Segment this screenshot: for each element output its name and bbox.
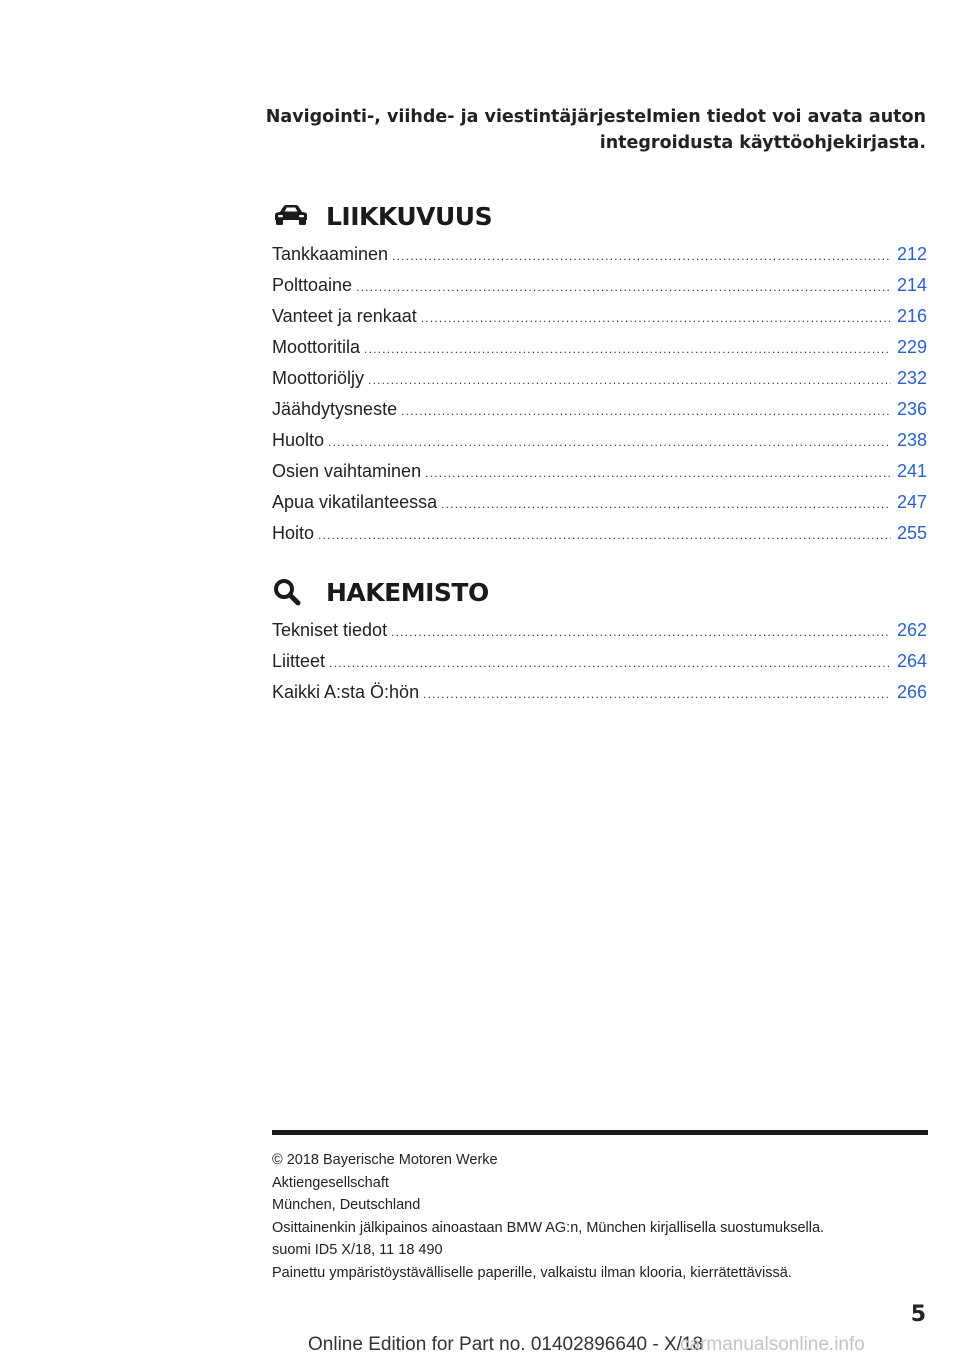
toc-entry-page-link[interactable]: 266 — [896, 682, 927, 702]
toc-entry-page-link[interactable]: 212 — [896, 244, 927, 264]
section-liikkuvuus — [272, 196, 927, 554]
dot-leader — [421, 311, 891, 325]
dot-leader — [364, 342, 891, 356]
dot-leader — [425, 466, 891, 480]
intro-line-1: Navigointi-, viihde- ja viestintäjärjestelmien tiedot voi avata auton — [265, 107, 926, 127]
toc-entry-label: Vanteet ja renkaat — [272, 306, 417, 326]
toc-entry-page-link[interactable]: 232 — [896, 368, 927, 388]
toc-entry-label: Liitteet — [272, 651, 326, 671]
edition-footer: Online Edition for Part no. 01402896640 - X/18 — [308, 1334, 704, 1355]
toc-entry-label: Osien vaihtaminen — [272, 461, 422, 481]
toc-entry-page-link[interactable]: 238 — [896, 430, 927, 450]
dot-leader — [392, 249, 891, 263]
dot-leader — [329, 656, 891, 670]
toc-entry[interactable] — [272, 523, 927, 554]
toc-entry-label: Moottoritila — [272, 337, 361, 357]
dot-leader — [328, 435, 891, 449]
toc-entry-label: Hoito — [272, 523, 315, 543]
toc-entry-page-link[interactable]: 229 — [896, 337, 927, 357]
section-title: LIIKKUVUUS — [326, 201, 493, 231]
dot-leader — [401, 404, 891, 418]
toc-entry-page-link[interactable]: 214 — [896, 275, 927, 295]
dot-leader — [356, 280, 891, 294]
dot-leader — [441, 497, 891, 511]
toc-entry-page-link[interactable]: 216 — [896, 306, 927, 326]
imprint — [272, 1149, 928, 1284]
toc-list — [272, 620, 927, 713]
toc-entry-page-link[interactable]: 247 — [896, 492, 927, 512]
toc-entry-label: Polttoaine — [272, 275, 353, 295]
toc-list — [272, 244, 927, 554]
imprint-line: München, Deutschland — [272, 1197, 421, 1213]
imprint-divider — [272, 1130, 928, 1135]
imprint-line: Osittainenkin jälkipainos ainoastaan BMW AG:n, München kirjallisella suostumuksella. — [272, 1219, 825, 1236]
page-number: 5 — [910, 1302, 926, 1327]
toc-entry[interactable] — [272, 682, 927, 713]
toc-entry-page-link[interactable]: 255 — [896, 523, 927, 543]
toc-entry[interactable] — [272, 651, 927, 682]
watermark: carmanualsonline.info — [680, 1334, 865, 1355]
toc-entry-label: Tekniset tiedot — [272, 620, 388, 640]
imprint-line: suomi ID5 X/18, 11 18 490 — [272, 1242, 443, 1258]
toc-entry-page-link[interactable]: 264 — [896, 651, 927, 671]
section-title: HAKEMISTO — [326, 577, 489, 607]
toc-entry[interactable] — [272, 430, 927, 461]
toc-entry[interactable] — [272, 399, 927, 430]
dot-leader — [368, 373, 891, 387]
toc-entry-label: Tankkaaminen — [272, 244, 389, 264]
imprint-line: Aktiengesellschaft — [272, 1174, 389, 1191]
section-header — [272, 196, 927, 236]
toc-entry[interactable] — [272, 620, 927, 651]
toc-entry-page-link[interactable]: 241 — [896, 461, 927, 481]
dot-leader — [318, 528, 891, 542]
toc-entry[interactable] — [272, 368, 927, 399]
toc-entry-page-link[interactable]: 262 — [896, 620, 927, 640]
toc-entry[interactable] — [272, 492, 927, 523]
toc-entry[interactable] — [272, 244, 927, 275]
toc-entry[interactable] — [272, 461, 927, 492]
toc-entry[interactable] — [272, 306, 927, 337]
intro-note — [246, 104, 926, 156]
toc-entry-label: Kaikki A:sta Ö:hön — [272, 682, 420, 702]
toc-entry-label: Jäähdytysneste — [272, 399, 398, 419]
toc-entry-label: Huolto — [272, 430, 325, 450]
car-icon — [272, 196, 312, 236]
intro-line-2: integroidusta käyttöohjekirjasta. — [599, 133, 926, 153]
search-icon — [272, 572, 312, 612]
toc-entry-label: Apua vikatilanteessa — [272, 492, 438, 512]
section-hakemisto — [272, 572, 927, 713]
imprint-line: © 2018 Bayerische Motoren Werke — [272, 1152, 498, 1168]
dot-leader — [391, 625, 891, 639]
toc-entry[interactable] — [272, 337, 927, 368]
section-header — [272, 572, 927, 612]
toc-entry-label: Moottoriöljy — [272, 368, 365, 388]
toc-entry-page-link[interactable]: 236 — [896, 399, 927, 419]
toc-entry[interactable] — [272, 275, 927, 306]
imprint-line: Painettu ympäristöystävälliselle paperille, valkaistu ilman klooria, kierrätettävissä. — [272, 1264, 792, 1281]
dot-leader — [423, 687, 891, 701]
